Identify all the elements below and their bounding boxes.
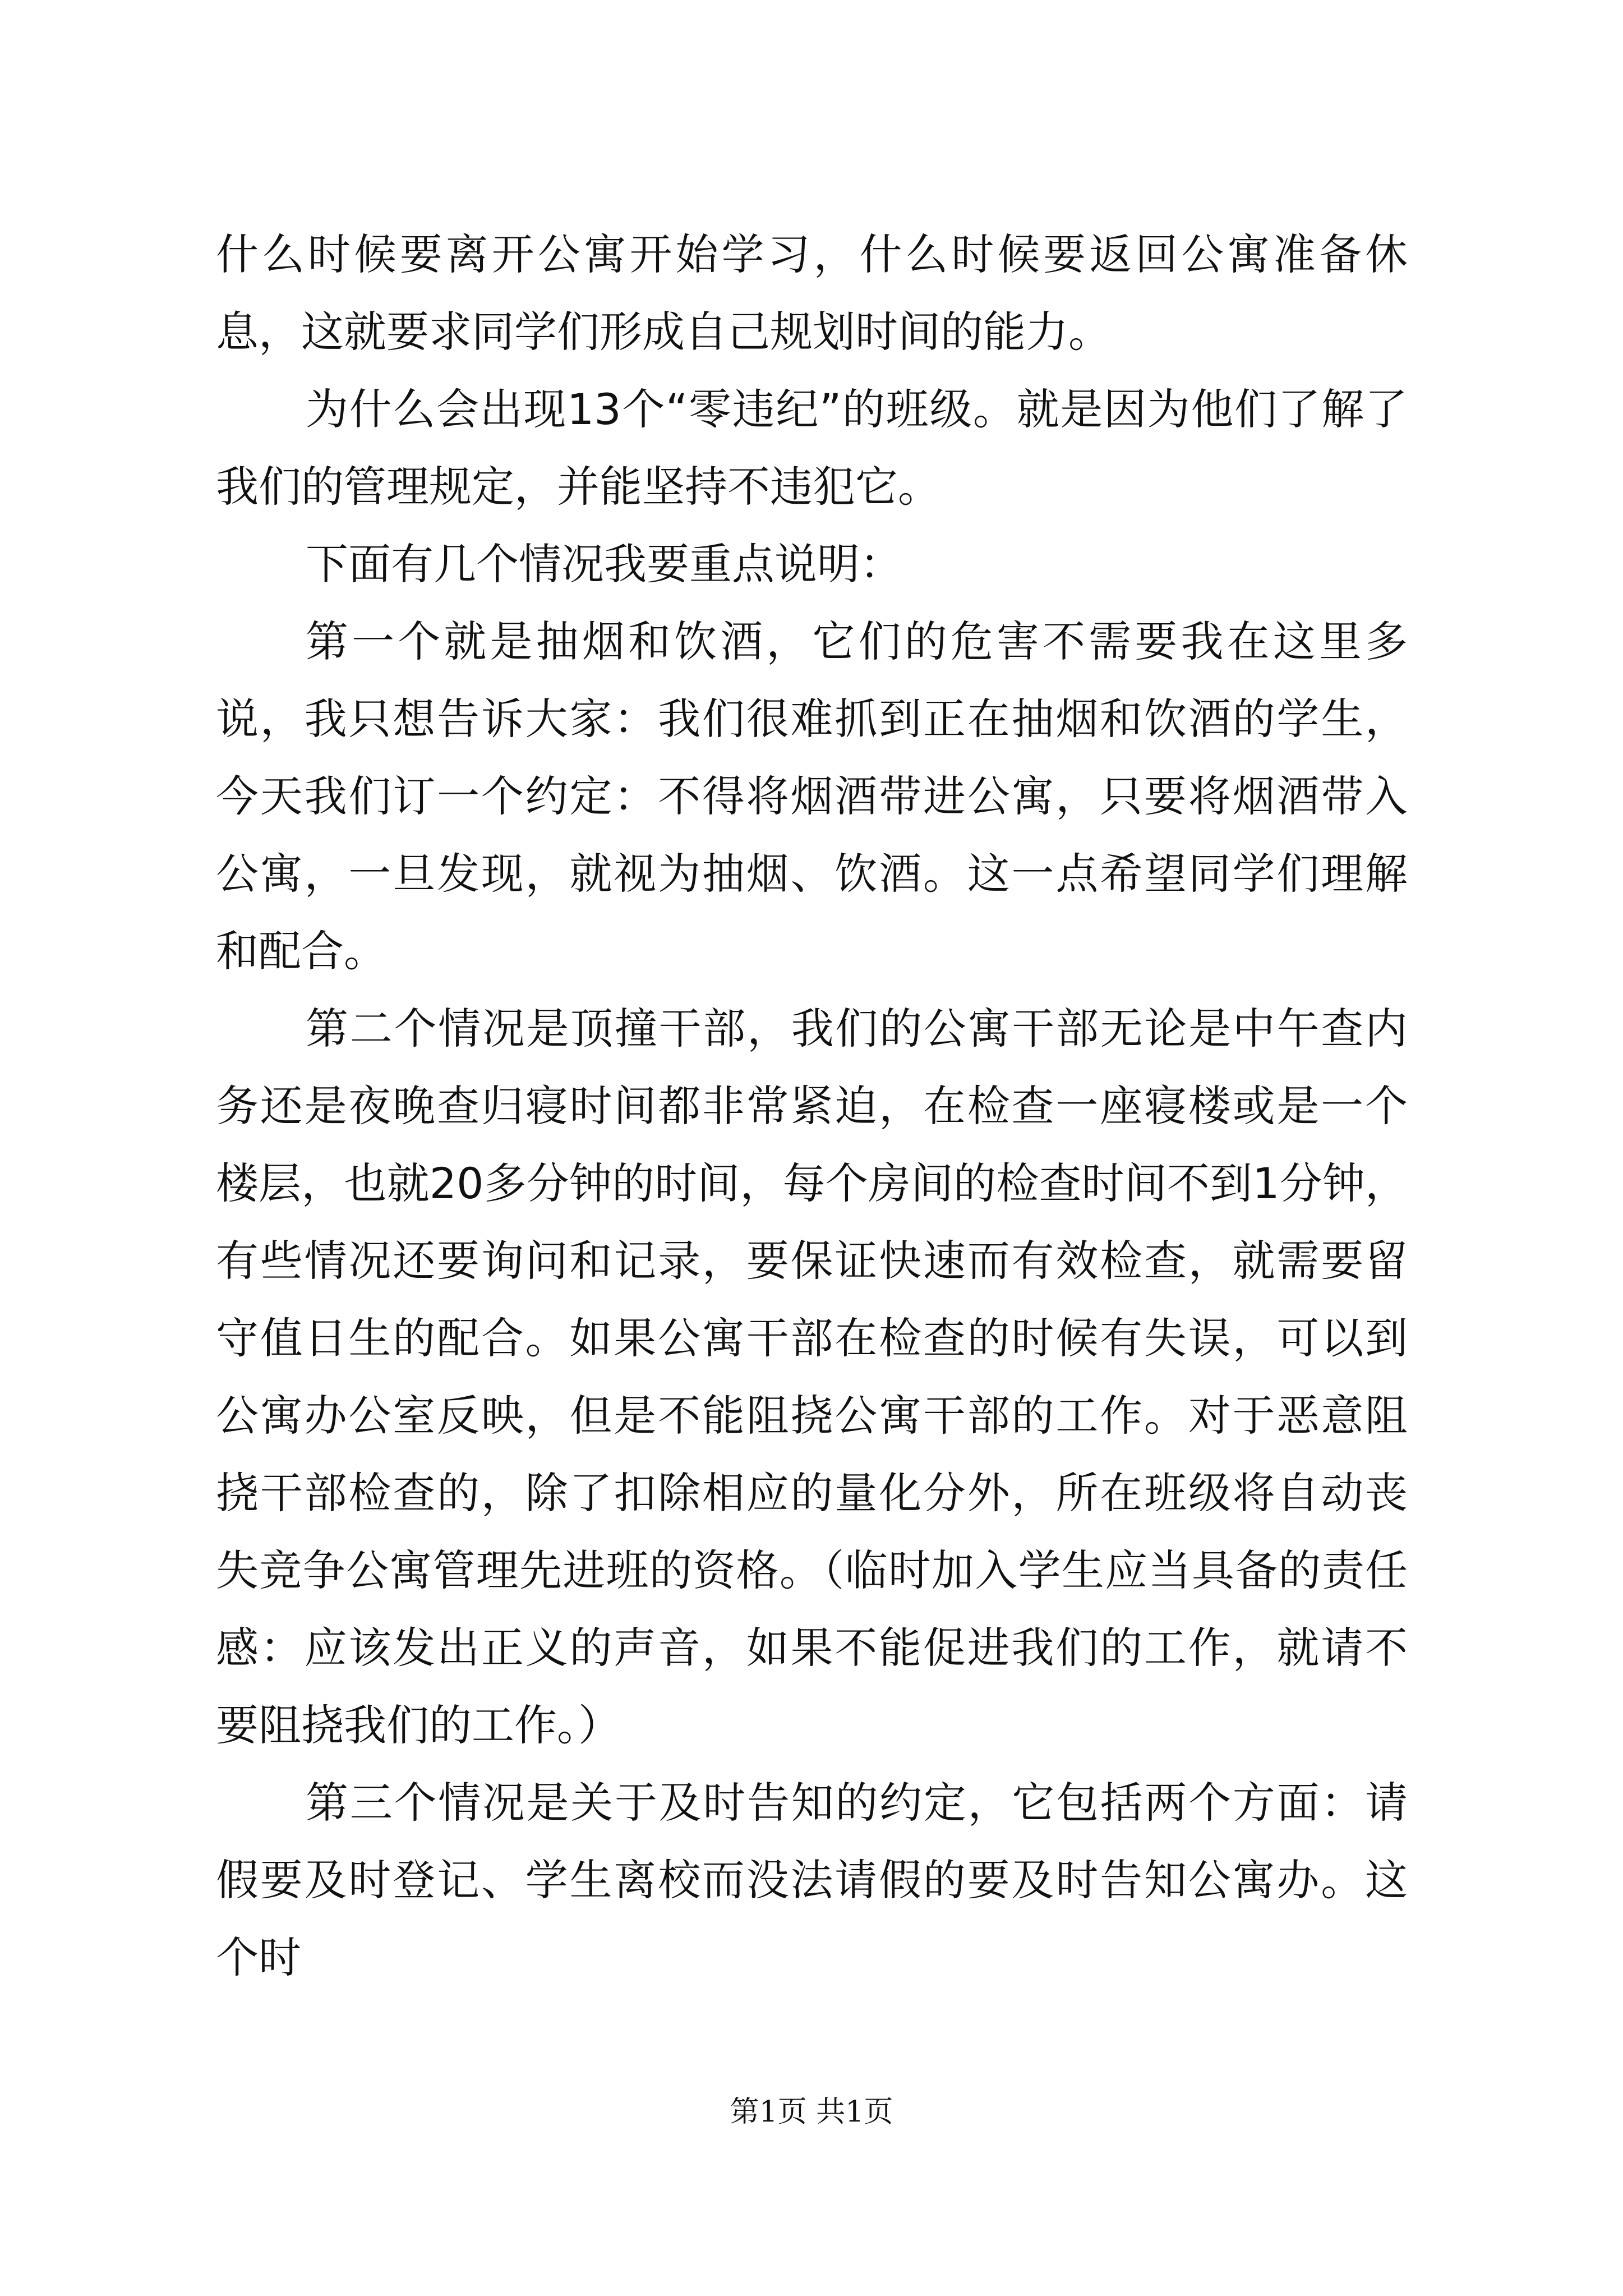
paragraph-2: 为什么会出现13个“零违纪”的班级。就是因为他们了解了我们的管理规定，并能坚持不违犯它。 [216,384,1408,512]
page-footer: 第1页 共1页 [730,2095,893,2129]
paragraph-1: 什么时候要离开公寓开始学习，什么时候要返回公寓准备休息，这就要求同学们形成自己规划时间的能力。 [216,229,1408,357]
paragraph-4: 第一个就是抽烟和饮酒，它们的危害不需要我在这里多说，我只想告诉大家：我们很难抓到正在抽烟和饮酒的学生，今天我们订一个约定：不得将烟酒带进公寓，只要将烟酒带入公寓，一旦发现，就视为抽烟、饮酒。这一点希望同学们理解和配合。 [216,616,1408,976]
paragraph-3: 下面有几个情况我要重点说明： [306,539,902,589]
paragraph-5: 第二个情况是顶撞干部，我们的公寓干部无论是中午查内务还是夜晚查归寝时间都非常紧迫，在检查一座寝楼或是一个楼层，也就20多分钟的时间，每个房间的检查时间不到1分钟，有些情况还要询问和记录，要保证快速而有效检查，就需要留守值日生的配合。如果公寓干部在检查的时候有失误，可以到公寓办公室反映，但是不能阻挠公寓干部的工作。对于恶意阻挠干部检查的，除了扣除相应的量化分外，所在班级将自动丧失竞争公寓管理先进班的资格。（临时加入学生应当具备的责任感：应该发出正义的声音，如果不能促进我们的工作，就请不要阻挠我们的工作。） [216,1004,1408,1750]
paragraph-6: 第三个情况是关于及时告知的约定，它包括两个方面：请假要及时登记、学生离校而没法请假的要及时告知公寓办。这个时 [216,1778,1408,1982]
document-body [216,216,1408,1996]
